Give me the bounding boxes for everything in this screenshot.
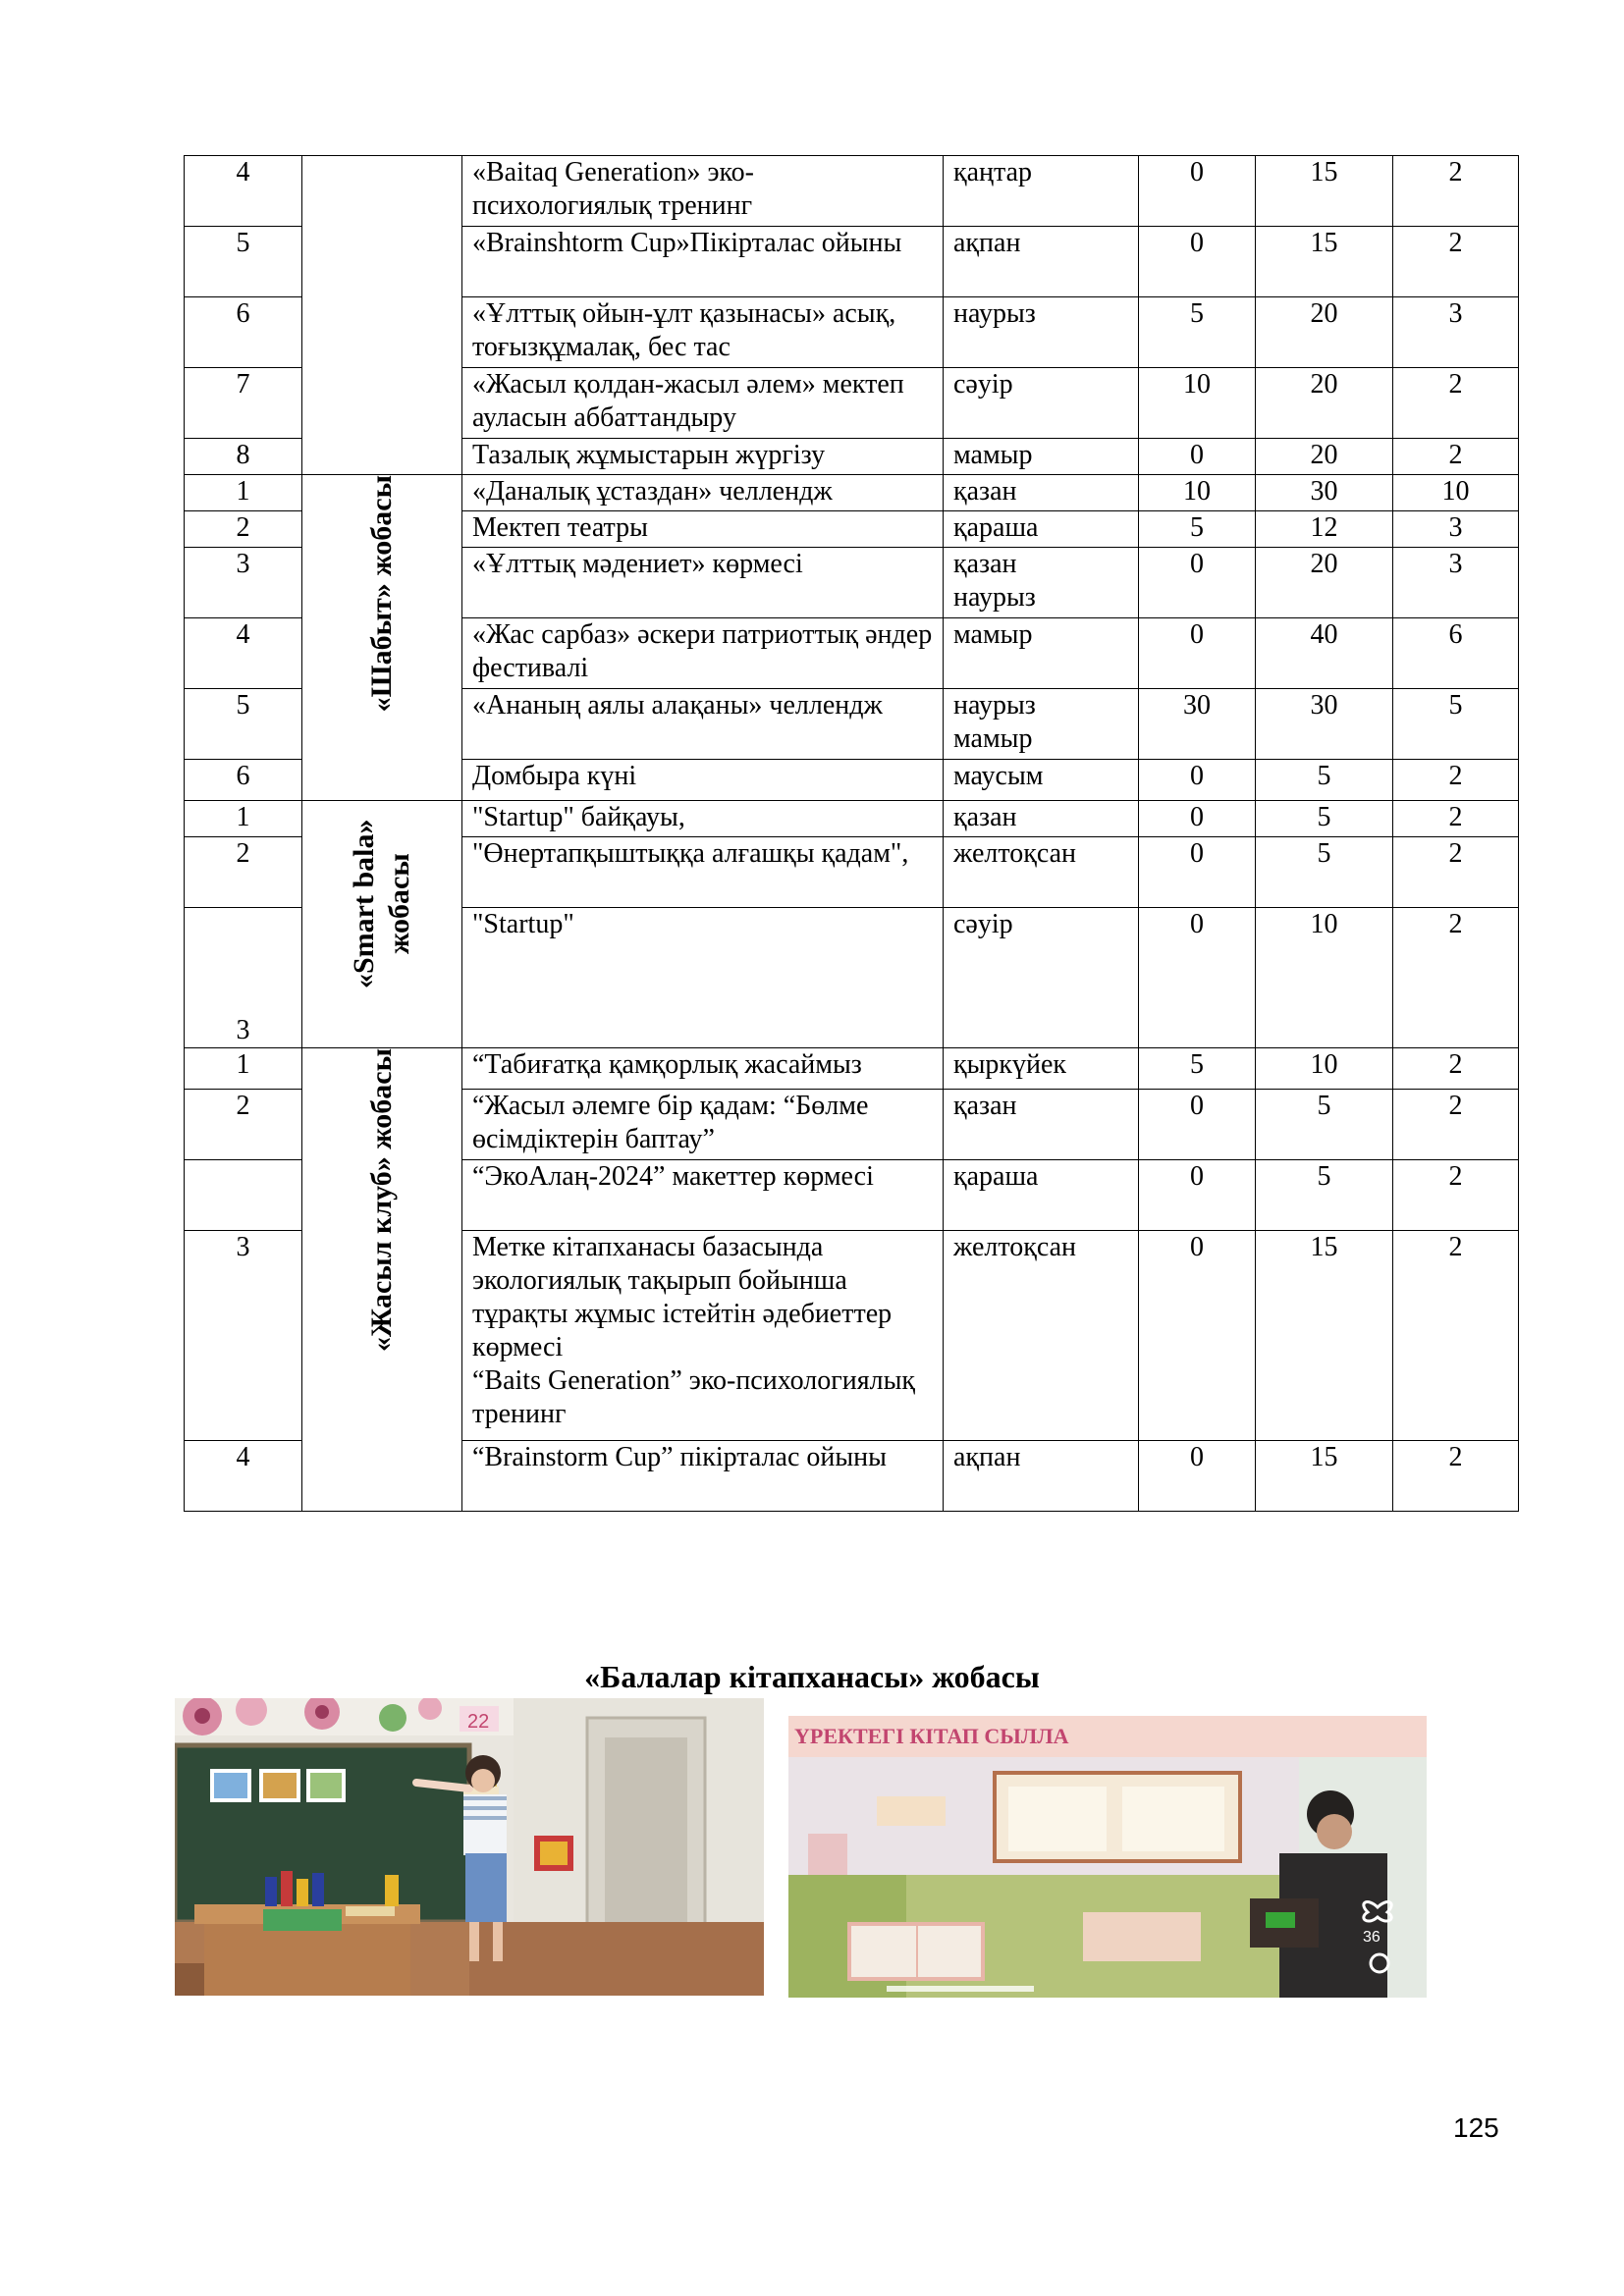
count-col-2: 20	[1256, 439, 1393, 475]
likes-count: 36	[1363, 1929, 1380, 1946]
count-col-3: 2	[1393, 1441, 1519, 1512]
count-col-3: 3	[1393, 548, 1519, 618]
event-month: желтоқсан	[944, 1231, 1139, 1441]
row-number: 1	[185, 1048, 302, 1090]
event-month: қазан	[944, 801, 1139, 837]
count-col-3: 2	[1393, 1090, 1519, 1160]
event-name: «Baitaq Generation» эко-психологиялық тренинг	[462, 156, 944, 227]
photo-classroom	[175, 1698, 764, 1996]
row-number: 8	[185, 439, 302, 475]
event-month: наурыз мамыр	[944, 689, 1139, 760]
row-number: 4	[185, 156, 302, 227]
count-col-3: 2	[1393, 1048, 1519, 1090]
count-col-2: 30	[1256, 689, 1393, 760]
event-month: ақпан	[944, 227, 1139, 297]
group-cell	[302, 801, 462, 1048]
event-month: сәуір	[944, 368, 1139, 439]
library-banner: ҮРЕКТЕГІ КІТАП СЫЛЛА	[794, 1724, 1069, 1748]
row-number: 1	[185, 475, 302, 511]
count-col-2: 15	[1256, 156, 1393, 227]
event-name: Домбыра күні	[462, 760, 944, 801]
photo-library	[788, 1716, 1427, 1998]
count-col-2: 10	[1256, 1048, 1393, 1090]
count-col-3: 2	[1393, 837, 1519, 908]
table-row	[185, 475, 1519, 511]
row-number: 4	[185, 1441, 302, 1512]
count-col-1: 0	[1139, 439, 1256, 475]
count-col-3: 2	[1393, 1231, 1519, 1441]
row-number: 7	[185, 368, 302, 439]
count-col-2: 20	[1256, 548, 1393, 618]
event-name: «Ұлттық мәдениет» көрмесі	[462, 548, 944, 618]
event-name: "Өнертапқыштыққа алғашқы қадам",	[462, 837, 944, 908]
count-col-1: 30	[1139, 689, 1256, 760]
count-col-2: 15	[1256, 1231, 1393, 1441]
count-col-1: 0	[1139, 1090, 1256, 1160]
count-col-2: 5	[1256, 760, 1393, 801]
row-number: 6	[185, 297, 302, 368]
count-col-2: 5	[1256, 837, 1393, 908]
table-row	[185, 1048, 1519, 1090]
count-col-1: 0	[1139, 1160, 1256, 1231]
count-col-1: 5	[1139, 297, 1256, 368]
event-month: мамыр	[944, 618, 1139, 689]
count-col-1: 0	[1139, 801, 1256, 837]
count-col-3: 2	[1393, 156, 1519, 227]
event-month: қазан	[944, 1090, 1139, 1160]
row-number: 2	[185, 837, 302, 908]
event-name: «Даналық ұстаздан» челлендж	[462, 475, 944, 511]
event-name: «Brainshtorm Cup»Пікірталас ойыны	[462, 227, 944, 297]
event-name: “Brainstorm Cup” пікірталас ойыны	[462, 1441, 944, 1512]
count-col-2: 20	[1256, 297, 1393, 368]
event-month: сәуір	[944, 908, 1139, 1048]
row-number: 5	[185, 227, 302, 297]
event-month: ақпан	[944, 1441, 1139, 1512]
event-name: Мектеп театры	[462, 511, 944, 548]
count-col-3: 5	[1393, 689, 1519, 760]
count-col-3: 2	[1393, 368, 1519, 439]
row-number: 6	[185, 760, 302, 801]
row-number: 2	[185, 511, 302, 548]
events-table	[184, 155, 1519, 1512]
row-number: 1	[185, 801, 302, 837]
row-number	[185, 1160, 302, 1231]
event-name: «Ұлттық ойын-ұлт қазынасы» асық, тоғызқұмалақ, бес тас	[462, 297, 944, 368]
event-name: "Startup" байқауы,	[462, 801, 944, 837]
event-name: Метке кітапханасы базасында экологиялық тақырып бойынша тұрақты жұмыс істейтін әдебиеттер көрмесі “Baits Generation” эко-психологиялық тренинг	[462, 1231, 944, 1441]
banner-number: 22	[467, 1711, 490, 1733]
count-col-1: 10	[1139, 368, 1256, 439]
count-col-1: 0	[1139, 227, 1256, 297]
count-col-2: 5	[1256, 1090, 1393, 1160]
event-name: «Ананың аялы алақаны» челлендж	[462, 689, 944, 760]
group-label-jasyl-klub: «Жасыл клуб» жобасы	[365, 1048, 398, 1352]
row-number: 2	[185, 1090, 302, 1160]
event-name: «Жас сарбаз» әскери патриоттық әндер фестивалі	[462, 618, 944, 689]
row-number: 3	[185, 548, 302, 618]
group-cell	[302, 475, 462, 801]
group-label-smart-bala: «Smart bala» жобасы	[348, 819, 415, 989]
count-col-2: 15	[1256, 1441, 1393, 1512]
event-month: желтоқсан	[944, 837, 1139, 908]
event-name: «Жасыл қолдан-жасыл әлем» мектеп ауласын аббаттандыру	[462, 368, 944, 439]
count-col-2: 5	[1256, 801, 1393, 837]
count-col-2: 30	[1256, 475, 1393, 511]
count-col-3: 2	[1393, 908, 1519, 1048]
count-col-3: 10	[1393, 475, 1519, 511]
event-name: “Табиғатқа қамқорлық жасаймыз	[462, 1048, 944, 1090]
count-col-2: 10	[1256, 908, 1393, 1048]
group-cell-empty	[302, 156, 462, 475]
count-col-1: 10	[1139, 475, 1256, 511]
group-label-shabyt: «Шабыт» жобасы	[365, 475, 398, 713]
count-col-3: 3	[1393, 511, 1519, 548]
event-month: маусым	[944, 760, 1139, 801]
row-number: 4	[185, 618, 302, 689]
count-col-1: 0	[1139, 618, 1256, 689]
event-name: “Жасыл әлемге бір қадам: “Бөлме өсімдіктерін баптау”	[462, 1090, 944, 1160]
count-col-3: 2	[1393, 1160, 1519, 1231]
count-col-1: 5	[1139, 511, 1256, 548]
event-name: Тазалық жұмыстарын жүргізу	[462, 439, 944, 475]
event-month: қараша	[944, 1160, 1139, 1231]
event-month: қыркүйек	[944, 1048, 1139, 1090]
count-col-1: 0	[1139, 1441, 1256, 1512]
count-col-3: 3	[1393, 297, 1519, 368]
event-month: қараша	[944, 511, 1139, 548]
group-cell	[302, 1048, 462, 1512]
count-col-2: 15	[1256, 227, 1393, 297]
count-col-2: 5	[1256, 1160, 1393, 1231]
event-name: "Startup"	[462, 908, 944, 1048]
count-col-3: 2	[1393, 801, 1519, 837]
count-col-1: 0	[1139, 837, 1256, 908]
event-month: наурыз	[944, 297, 1139, 368]
table-row	[185, 801, 1519, 837]
count-col-1: 0	[1139, 760, 1256, 801]
count-col-1: 0	[1139, 908, 1256, 1048]
table-row	[185, 156, 1519, 227]
event-name: “ЭкоАлаң-2024” макеттер көрмесі	[462, 1160, 944, 1231]
count-col-2: 20	[1256, 368, 1393, 439]
event-month: қазан	[944, 475, 1139, 511]
section-caption: «Балалар кітапханасы» жобасы	[584, 1659, 1040, 1694]
event-month: қазан наурыз	[944, 548, 1139, 618]
count-col-2: 12	[1256, 511, 1393, 548]
count-col-3: 2	[1393, 760, 1519, 801]
count-col-1: 5	[1139, 1048, 1256, 1090]
count-col-1: 0	[1139, 548, 1256, 618]
event-month: қаңтар	[944, 156, 1139, 227]
count-col-2: 40	[1256, 618, 1393, 689]
count-col-1: 0	[1139, 1231, 1256, 1441]
row-number: 5	[185, 689, 302, 760]
count-col-1: 0	[1139, 156, 1256, 227]
event-month: мамыр	[944, 439, 1139, 475]
row-number: 3	[185, 908, 302, 1048]
count-col-3: 6	[1393, 618, 1519, 689]
count-col-3: 2	[1393, 439, 1519, 475]
page-number: 125	[1453, 2112, 1499, 2143]
row-number: 3	[185, 1231, 302, 1441]
count-col-3: 2	[1393, 227, 1519, 297]
